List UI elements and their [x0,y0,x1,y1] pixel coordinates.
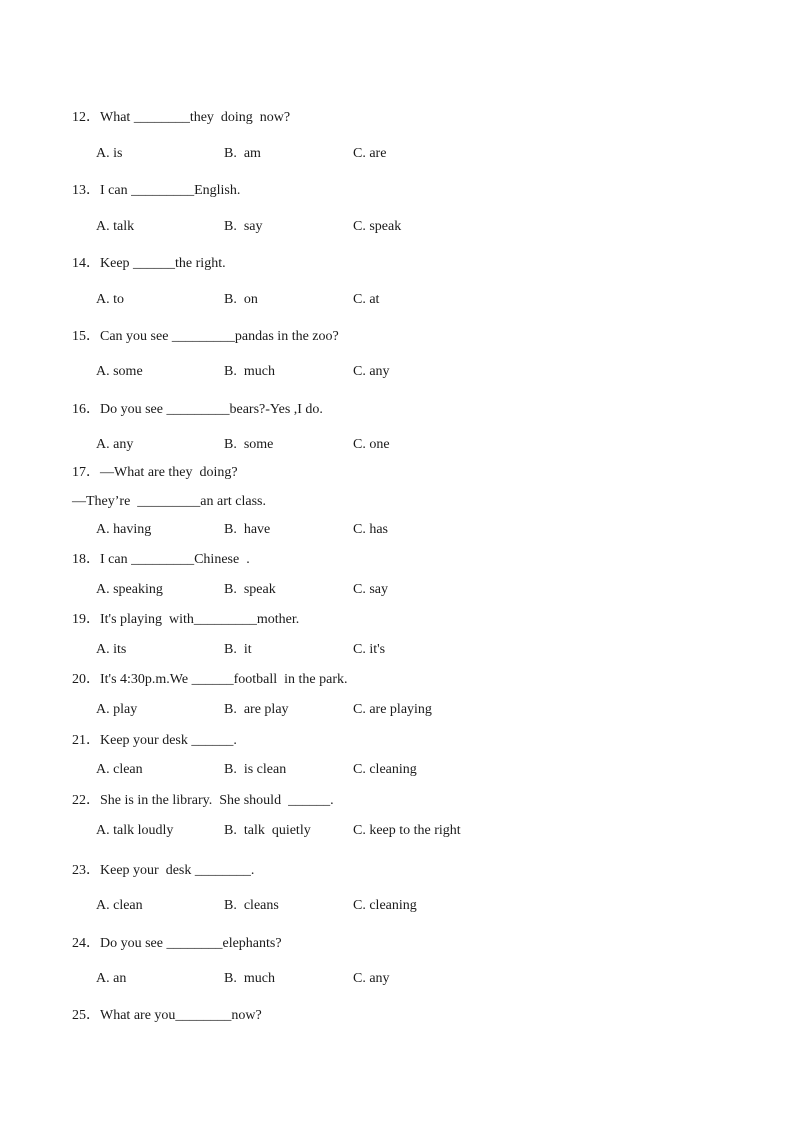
option-b: B. much [224,971,275,986]
option-c: C. speak [353,219,402,234]
question-19: 19．It's playing with_________mother. [72,612,300,627]
option-b: B. much [224,364,275,379]
option-b: B. speak [224,582,276,597]
option-a: A. talk loudly [96,823,174,838]
option-c: C. one [353,437,390,452]
option-a: A. having [96,522,152,537]
option-b: B. talk quietly [224,823,311,838]
option-a: A. its [96,642,127,657]
option-a: A. some [96,364,143,379]
option-a: A. talk [96,219,135,234]
option-b: B. say [224,219,263,234]
option-a: A. is [96,146,123,161]
question-18: 18．I can _________Chinese . [72,552,250,567]
option-c: C. any [353,971,390,986]
question-23: 23．Keep your desk ________. [72,863,255,878]
question-13: 13．I can _________English. [72,183,241,198]
option-a: A. play [96,702,138,717]
question-12: 12．What ________they doing now? [72,110,291,125]
question-17: 17．—What are they doing? [72,465,238,480]
option-c: C. are playing [353,702,432,717]
option-a: A. clean [96,762,143,777]
question-22: 22．She is in the library. She should ______. [72,793,334,808]
option-c: C. any [353,364,390,379]
option-b: B. cleans [224,898,279,913]
question-16: 16．Do you see _________bears?-Yes ,I do. [72,402,323,417]
option-b: B. are play [224,702,289,717]
option-c: C. it's [353,642,386,657]
question-15: 15．Can you see _________pandas in the zoo? [72,329,339,344]
question-17-response: —They’re _________an art class. [72,494,266,509]
option-c: C. keep to the right [353,823,461,838]
option-c: C. cleaning [353,898,417,913]
option-c: C. at [353,292,380,307]
question-20: 20．It's 4:30p.m.We ______football in the park. [72,672,348,687]
option-a: A. to [96,292,124,307]
option-c: C. are [353,146,387,161]
question-14: 14．Keep ______the right. [72,256,226,271]
option-a: A. speaking [96,582,163,597]
option-b: B. some [224,437,274,452]
option-b: B. am [224,146,261,161]
option-c: C. has [353,522,388,537]
option-a: A. an [96,971,127,986]
option-a: A. any [96,437,134,452]
option-b: B. it [224,642,252,657]
option-b: B. is clean [224,762,287,777]
option-c: C. cleaning [353,762,417,777]
question-25: 25．What are you________now? [72,1008,262,1023]
question-24: 24．Do you see ________elephants? [72,936,282,951]
option-b: B. on [224,292,258,307]
option-a: A. clean [96,898,143,913]
option-c: C. say [353,582,388,597]
option-b: B. have [224,522,271,537]
question-21: 21．Keep your desk ______. [72,733,237,748]
